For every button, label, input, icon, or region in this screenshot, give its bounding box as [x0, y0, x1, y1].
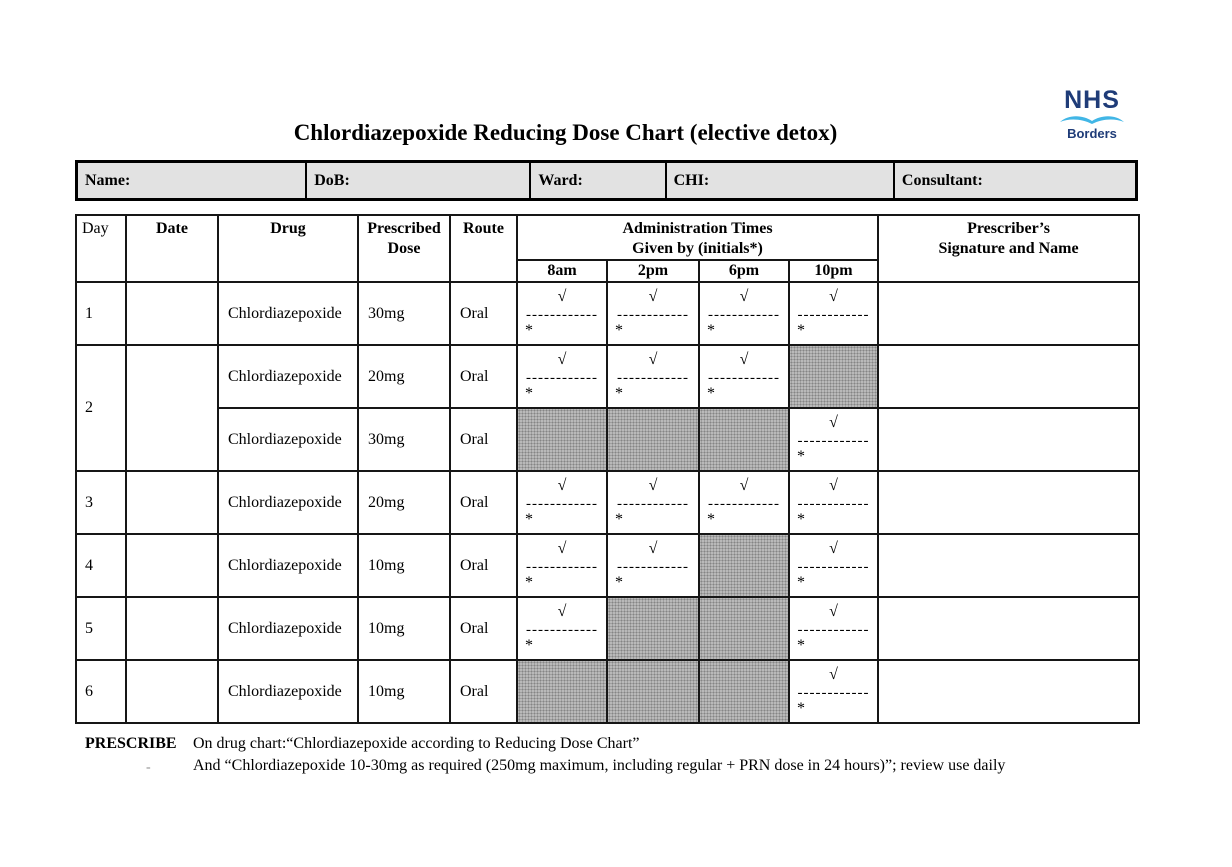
- admin-times-line2: Given by (initials*): [632, 240, 763, 257]
- date-cell: [126, 597, 218, 660]
- patient-details-bar: [75, 160, 1138, 201]
- time-cell-10pm: [789, 471, 878, 534]
- patient-field-dob: [305, 163, 529, 198]
- time-cell-6pm: [699, 660, 789, 723]
- field-label: Name:: [85, 171, 131, 189]
- patient-field-chi: [665, 163, 893, 198]
- nhs-borders-logo: [1056, 88, 1128, 141]
- time-cell-8am: [517, 408, 607, 471]
- date-cell: [126, 534, 218, 597]
- initials-line: ------------: [526, 307, 598, 323]
- drug-cell: Chlordiazepoxide: [218, 282, 358, 345]
- dose-chart-table: [75, 214, 1140, 724]
- time-cell-6pm: [699, 345, 789, 408]
- initials-line: ------------: [797, 622, 870, 638]
- asterisk-mark: *: [525, 385, 533, 402]
- patient-field-name: [78, 163, 305, 198]
- prescribe-note: [75, 733, 1138, 777]
- patient-field-ward: [529, 163, 664, 198]
- time-cell-10pm: [789, 408, 878, 471]
- time-cell-2pm: [607, 471, 699, 534]
- initials-line: ------------: [526, 559, 598, 575]
- asterisk-mark: *: [797, 322, 805, 339]
- header-time-8am: 8am: [517, 260, 607, 282]
- tick-mark: √: [829, 414, 838, 431]
- tick-mark: √: [557, 288, 567, 305]
- drug-cell: Chlordiazepoxide: [218, 471, 358, 534]
- initials-line: ------------: [617, 559, 689, 575]
- time-cell-10pm: [789, 345, 878, 408]
- initials-line: ------------: [708, 307, 780, 323]
- scan-artifact-mark: -: [146, 760, 151, 775]
- prescribe-line-1: [85, 733, 1138, 755]
- time-cell-2pm: [607, 282, 699, 345]
- prescriber-line2: Signature and Name: [938, 240, 1079, 257]
- table-row-day4: [76, 534, 1139, 597]
- initials-line: ------------: [526, 622, 598, 638]
- asterisk-mark: *: [615, 385, 623, 402]
- time-cell-8am: [517, 471, 607, 534]
- tick-mark: √: [829, 540, 838, 557]
- time-cell-6pm: [699, 408, 789, 471]
- table-row-day3: [76, 471, 1139, 534]
- prescriber-cell: [878, 471, 1139, 534]
- initials-line: ------------: [797, 307, 870, 323]
- prescriber-cell: [878, 534, 1139, 597]
- initials-line: ------------: [617, 370, 689, 386]
- asterisk-mark: *: [525, 322, 533, 339]
- header-administration-times: [517, 215, 878, 260]
- dose-cell: 20mg: [358, 345, 450, 408]
- asterisk-mark: *: [615, 511, 623, 528]
- drug-cell: Chlordiazepoxide: [218, 597, 358, 660]
- table-row-day2a: [76, 345, 1139, 408]
- date-cell: [126, 282, 218, 345]
- prescribe-text-1: On drug chart:“Chlordiazepoxide according to Reducing Dose Chart”: [193, 735, 640, 752]
- day-cell: 2: [76, 345, 126, 471]
- header-time-6pm: 6pm: [699, 260, 789, 282]
- field-label: DoB:: [314, 171, 350, 189]
- asterisk-mark: *: [707, 322, 715, 339]
- dose-cell: 30mg: [358, 282, 450, 345]
- table-header-row: [76, 215, 1139, 260]
- date-cell: [126, 660, 218, 723]
- time-cell-6pm: [699, 282, 789, 345]
- asterisk-mark: *: [525, 637, 533, 654]
- day-cell: 3: [76, 471, 126, 534]
- initials-line: ------------: [797, 559, 870, 575]
- asterisk-mark: *: [797, 637, 805, 654]
- initials-line: ------------: [526, 496, 598, 512]
- asterisk-mark: *: [615, 322, 623, 339]
- time-cell-10pm: [789, 282, 878, 345]
- tick-mark: √: [648, 477, 658, 494]
- header-prescribed-dose: Prescribed Dose: [358, 215, 450, 282]
- header-time-2pm: 2pm: [607, 260, 699, 282]
- asterisk-mark: *: [797, 511, 805, 528]
- asterisk-mark: *: [797, 700, 805, 717]
- time-cell-6pm: [699, 597, 789, 660]
- tick-mark: √: [557, 603, 567, 620]
- time-cell-10pm: [789, 534, 878, 597]
- drug-cell: Chlordiazepoxide: [218, 345, 358, 408]
- page-title: Chlordiazepoxide Reducing Dose Chart (elective detox): [293, 120, 838, 145]
- tick-mark: √: [557, 540, 567, 557]
- field-label: Ward:: [538, 171, 583, 189]
- tick-mark: √: [829, 477, 838, 494]
- tick-mark: √: [829, 666, 838, 683]
- asterisk-mark: *: [797, 574, 805, 591]
- prescriber-cell: [878, 597, 1139, 660]
- prescribe-label: PRESCRIBE: [85, 735, 177, 752]
- table-row-day5: [76, 597, 1139, 660]
- dose-cell: 20mg: [358, 471, 450, 534]
- time-cell-6pm: [699, 534, 789, 597]
- day-cell: 5: [76, 597, 126, 660]
- tick-mark: √: [557, 351, 567, 368]
- tick-mark: √: [739, 477, 749, 494]
- prescriber-cell: [878, 660, 1139, 723]
- dose-cell: 30mg: [358, 408, 450, 471]
- prescriber-line1: Prescriber’s: [967, 220, 1050, 237]
- initials-line: ------------: [617, 496, 689, 512]
- route-cell: Oral: [450, 282, 517, 345]
- header-date: Date: [126, 215, 218, 282]
- patient-field-consultant: [893, 163, 1135, 198]
- initials-line: ------------: [526, 370, 598, 386]
- field-label: Consultant:: [901, 171, 983, 189]
- prescriber-cell: [878, 282, 1139, 345]
- day-cell: 6: [76, 660, 126, 723]
- tick-mark: √: [648, 351, 658, 368]
- logo-org-text: Borders: [1067, 126, 1117, 141]
- initials-line: ------------: [797, 496, 870, 512]
- route-cell: Oral: [450, 471, 517, 534]
- asterisk-mark: *: [707, 385, 715, 402]
- drug-cell: Chlordiazepoxide: [218, 408, 358, 471]
- time-cell-8am: [517, 534, 607, 597]
- dose-cell: 10mg: [358, 534, 450, 597]
- tick-mark: √: [829, 603, 838, 620]
- asterisk-mark: *: [615, 574, 623, 591]
- date-cell: [126, 345, 218, 471]
- time-cell-2pm: [607, 660, 699, 723]
- dose-cell: 10mg: [358, 660, 450, 723]
- tick-mark: √: [648, 540, 658, 557]
- initials-line: ------------: [708, 370, 780, 386]
- asterisk-mark: *: [707, 511, 715, 528]
- route-cell: Oral: [450, 597, 517, 660]
- header-day: Day: [76, 215, 126, 282]
- drug-cell: Chlordiazepoxide: [218, 534, 358, 597]
- table-row-day6: [76, 660, 1139, 723]
- time-cell-8am: [517, 660, 607, 723]
- asterisk-mark: *: [525, 511, 533, 528]
- time-cell-2pm: [607, 345, 699, 408]
- asterisk-mark: *: [525, 574, 533, 591]
- header-drug: Drug: [218, 215, 358, 282]
- time-cell-2pm: [607, 597, 699, 660]
- initials-line: ------------: [617, 307, 689, 323]
- time-cell-8am: [517, 282, 607, 345]
- initials-line: ------------: [797, 433, 870, 449]
- prescribe-text-2: And “Chlordiazepoxide 10-30mg as required (250mg maximum, including regular + PRN dose in 24 hours)”; review use daily: [193, 757, 1006, 774]
- asterisk-mark: *: [797, 448, 805, 465]
- time-cell-2pm: [607, 534, 699, 597]
- header-route: Route: [450, 215, 517, 282]
- dose-cell: 10mg: [358, 597, 450, 660]
- time-cell-6pm: [699, 471, 789, 534]
- nhs-logo-text: NHS: [1064, 86, 1120, 114]
- header-time-10pm: 10pm: [789, 260, 878, 282]
- time-cell-2pm: [607, 408, 699, 471]
- tick-mark: √: [739, 351, 749, 368]
- time-cell-10pm: [789, 660, 878, 723]
- initials-line: ------------: [797, 685, 870, 701]
- day-cell: 4: [76, 534, 126, 597]
- prescriber-cell: [878, 408, 1139, 471]
- date-cell: [126, 471, 218, 534]
- logo-swoosh-icon: [1059, 112, 1125, 126]
- route-cell: Oral: [450, 534, 517, 597]
- table-row-day1: [76, 282, 1139, 345]
- day-cell: 1: [76, 282, 126, 345]
- tick-mark: √: [829, 288, 838, 305]
- tick-mark: √: [739, 288, 749, 305]
- initials-line: ------------: [708, 496, 780, 512]
- route-cell: Oral: [450, 408, 517, 471]
- route-cell: Oral: [450, 345, 517, 408]
- tick-mark: √: [557, 477, 567, 494]
- header-prescriber: [878, 215, 1139, 282]
- time-cell-8am: [517, 345, 607, 408]
- table-row-day2b: [76, 408, 1139, 471]
- tick-mark: √: [648, 288, 658, 305]
- drug-cell: Chlordiazepoxide: [218, 660, 358, 723]
- field-label: CHI:: [673, 171, 710, 189]
- time-cell-8am: [517, 597, 607, 660]
- route-cell: Oral: [450, 660, 517, 723]
- time-cell-10pm: [789, 597, 878, 660]
- prescriber-cell: [878, 345, 1139, 408]
- admin-times-line1: Administration Times: [622, 220, 773, 237]
